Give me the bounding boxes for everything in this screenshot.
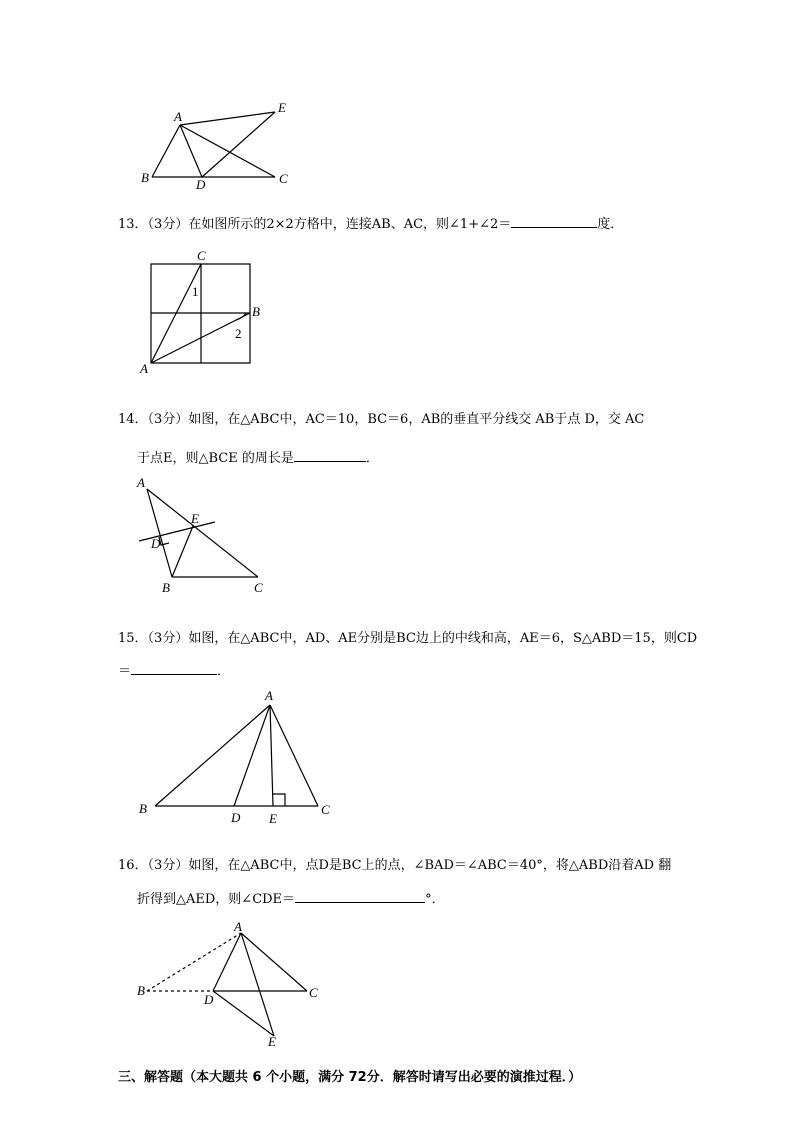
question-16-line1 — [118, 857, 671, 875]
label-A: A — [140, 361, 148, 376]
label-C: C — [279, 171, 288, 186]
question-14-line2: 于点E，则△BCE 的周长是 ． — [137, 451, 379, 466]
answer-blank-13[interactable] — [511, 215, 597, 228]
label-C: C — [254, 580, 263, 595]
label-E: E — [269, 811, 277, 826]
angle-2-label: 2 — [235, 326, 242, 341]
angle-1-label: 1 — [192, 284, 199, 299]
label-C: C — [309, 985, 318, 1000]
triangle-figure-14 — [130, 470, 280, 600]
triangle-figure-15 — [130, 690, 340, 830]
label-B: B — [141, 170, 149, 185]
question-14-line1 — [118, 411, 644, 429]
label-E: E — [191, 511, 199, 526]
label-B: B — [252, 304, 260, 319]
grid-figure-13 — [136, 248, 266, 378]
question-15-line2: ＝ ． — [118, 664, 231, 679]
answer-blank-16[interactable] — [295, 890, 425, 903]
question-15-line1 — [118, 630, 697, 648]
question-16-text: 16．（3分）如图，在△ABC中，点D是BC上的点，∠BAD＝∠ABC＝40°，将△ABD沿着AD 翻 — [118, 858, 672, 873]
label-A: A — [174, 109, 182, 124]
section-heading: 三、解答题（本大题共 6 个小题，满分 72分．解答时请写出必要的演推过程．） — [118, 1070, 582, 1085]
label-C: C — [321, 802, 330, 817]
label-B: B — [162, 580, 170, 595]
question-16-line2: 折得到△AED，则∠CDE＝ °． — [137, 892, 445, 907]
label-D: D — [196, 177, 206, 192]
label-B: B — [139, 801, 147, 816]
triangle-figure-16 — [130, 915, 330, 1050]
label-E: E — [278, 100, 286, 115]
label-E: E — [268, 1034, 276, 1049]
answer-blank-15[interactable] — [131, 662, 217, 675]
label-A: A — [265, 688, 273, 703]
label-D: D — [204, 992, 214, 1007]
label-B: B — [137, 983, 145, 998]
triangle-figure-top — [130, 95, 310, 195]
label-A: A — [234, 919, 242, 934]
question-14-text: 14．（3分）如图，在△ABC中，AC＝10，BC＝6，AB的垂直平分线交 AB于点 D，交 AC — [118, 412, 645, 427]
question-15-text: 15．（3分）如图，在△ABC中，AD、AE分别是BC边上的中线和高，AE＝6，S△ABD＝15，则CD — [118, 631, 698, 646]
label-D: D — [151, 536, 161, 551]
answer-blank-14[interactable] — [294, 449, 366, 462]
label-C: C — [197, 248, 206, 263]
label-A: A — [137, 475, 145, 490]
question-13-text: 13．（3分）在如图所示的2×2方格中，连接AB、AC，则∠1+∠2＝ — [118, 217, 512, 232]
question-13 — [118, 215, 623, 234]
label-D: D — [231, 810, 241, 825]
question-13-unit: 度． — [597, 217, 624, 232]
